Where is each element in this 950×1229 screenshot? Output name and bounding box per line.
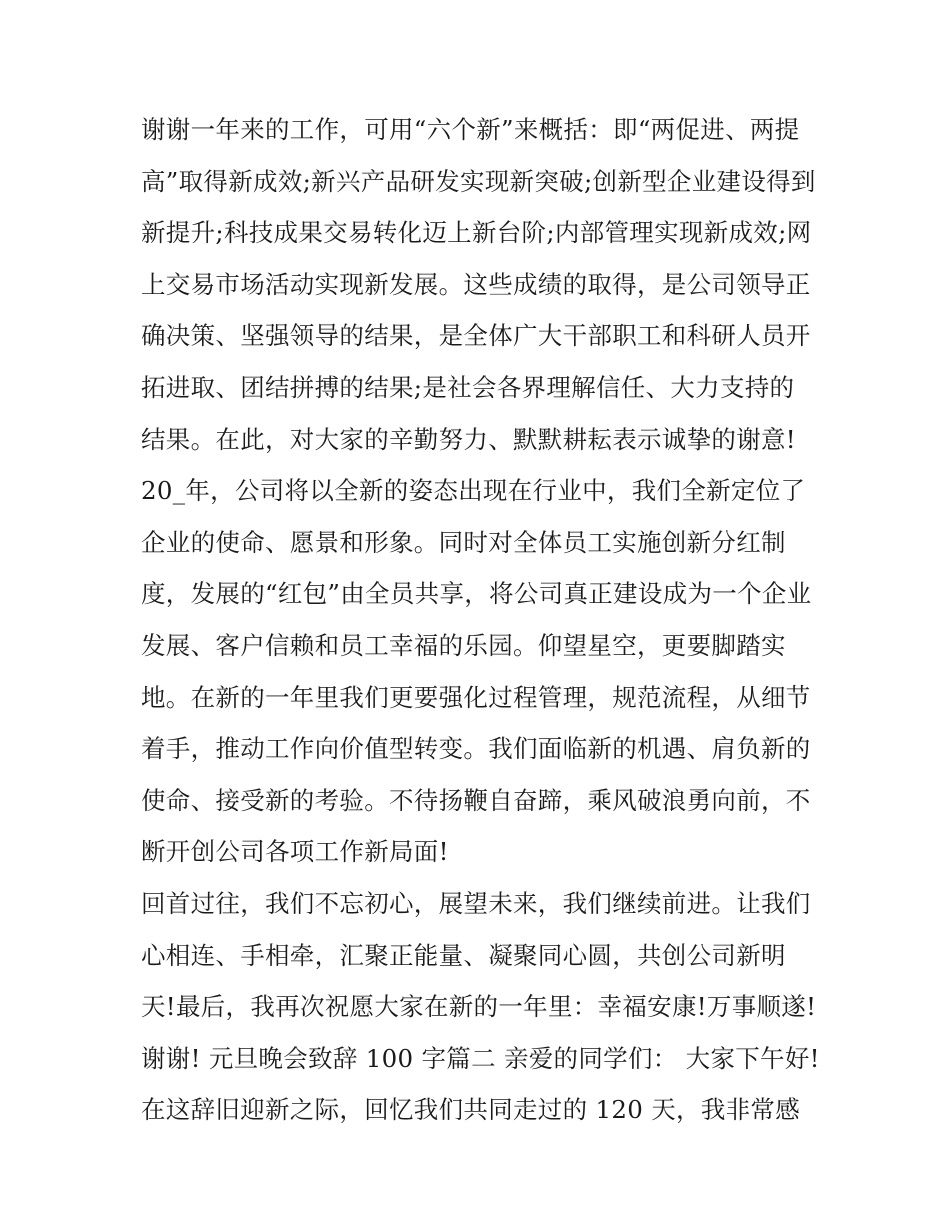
text-line-12: 地。在新的一年里我们更要强化过程管理，规范流程，从细节 — [141, 682, 811, 712]
text-line-15: 断开创公司各项工作新局面! — [141, 837, 449, 867]
text-line-3: 新提升;科技成果交易转化迈上新台阶;内部管理实现新成效;网 — [141, 218, 812, 248]
text-line-5: 确决策、坚强领导的结果，是全体广大干部职工和科研人员开 — [141, 321, 811, 351]
text-line-16: 回首过往，我们不忘初心，展望未来，我们继续前进。让我们 — [141, 888, 811, 918]
text-line-9: 企业的使命、愿景和形象。同时对全体员工实施创新分红制 — [141, 527, 786, 557]
text-line-4: 上交易市场活动实现新发展。这些成绩的取得，是公司领导正 — [141, 269, 811, 299]
text-line-10: 度，发展的“红包”由全员共享，将公司真正建设成为一个企业 — [141, 579, 812, 609]
text-line-17: 心相连、手相牵，汇聚正能量、凝聚同心圆，共创公司新明 — [141, 940, 786, 970]
document-body — [141, 104, 821, 1136]
text-line-7: 结果。在此，对大家的辛勤努力、默默耕耘表示诚挚的谢意! — [141, 424, 796, 454]
text-line-19: 谢谢! 元旦晚会致辞 100 字篇二 亲爱的同学们： 大家下午好! — [141, 1043, 820, 1073]
text-line-8: 20_年，公司将以全新的姿态出现在行业中，我们全新定位了 — [141, 476, 806, 506]
text-line-6: 拓进取、团结拼搏的结果;是社会各界理解信任、大力支持的 — [141, 372, 795, 402]
text-line-13: 着手，推动工作向价值型转变。我们面临新的机遇、肩负新的 — [141, 734, 811, 764]
text-line-11: 发展、客户信赖和员工幸福的乐园。仰望星空，更要脚踏实 — [141, 630, 786, 660]
text-line-14: 使命、接受新的考验。不待扬鞭自奋蹄，乘风破浪勇向前，不 — [141, 785, 811, 815]
text-line-20: 在这辞旧迎新之际，回忆我们共同走过的 120 天，我非常感 — [141, 1095, 801, 1125]
text-line-2: 高”取得新成效;新兴产品研发实现新突破;创新型企业建设得到 — [141, 166, 816, 196]
text-line-18: 天!最后，我再次祝愿大家在新的一年里：幸福安康!万事顺遂! — [141, 992, 817, 1022]
text-line-1: 谢谢一年来的工作，可用“六个新”来概括：即“两促进、两提 — [141, 115, 800, 144]
